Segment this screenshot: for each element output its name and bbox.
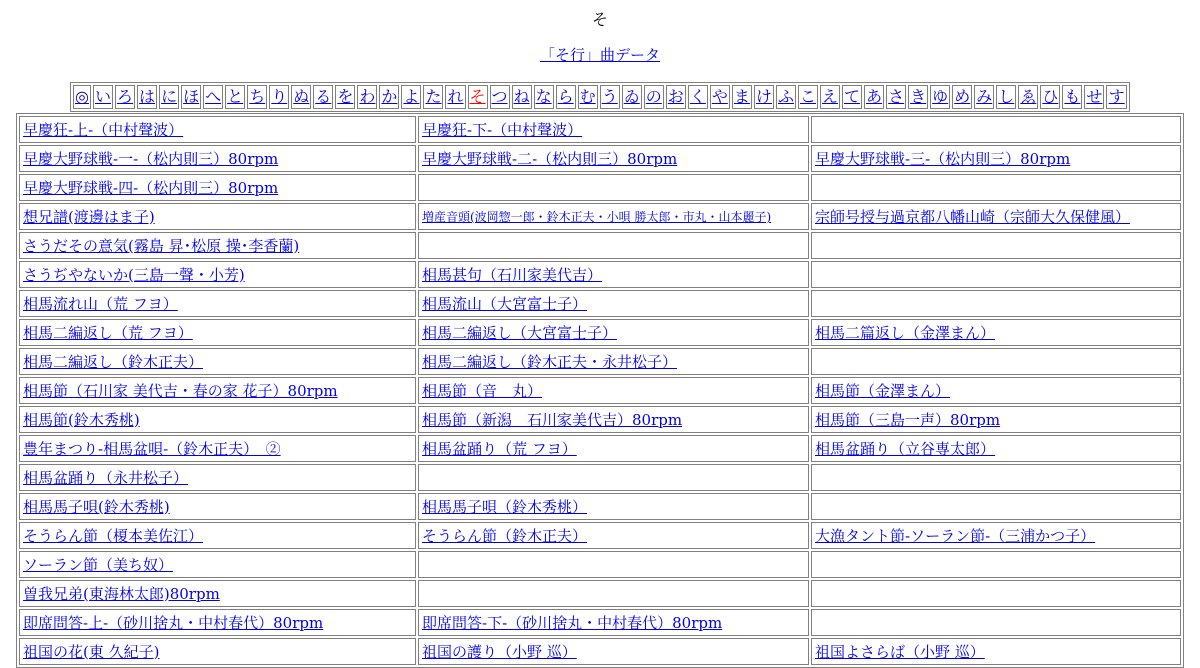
song-link[interactable]: 相馬二編返し（大宮富士子） bbox=[422, 323, 618, 342]
song-link[interactable]: さうだその意気(霧島 昇･松原 操･李香蘭) bbox=[23, 236, 300, 255]
song-link[interactable]: ソーラン節（美ち奴） bbox=[23, 555, 174, 574]
kana-nav-link[interactable]: よ bbox=[403, 87, 420, 106]
kana-nav-link[interactable]: き bbox=[910, 87, 927, 106]
kana-nav-link[interactable]: う bbox=[601, 87, 618, 106]
kana-nav-item bbox=[578, 85, 598, 109]
table-cell bbox=[19, 174, 416, 201]
kana-nav-link[interactable]: せ bbox=[1086, 87, 1103, 106]
song-link[interactable]: 即席問答-下-（砂川捨丸・中村春代）80rpm bbox=[422, 613, 723, 632]
section-heading bbox=[0, 44, 1200, 65]
table-cell bbox=[418, 551, 809, 578]
table-cell bbox=[19, 406, 416, 433]
kana-nav-link[interactable]: さ bbox=[888, 87, 905, 106]
kana-nav-item bbox=[908, 85, 928, 109]
table-cell bbox=[418, 145, 809, 172]
table-cell bbox=[418, 348, 809, 375]
song-link[interactable]: 相馬盆踊り（荒 フヨ） bbox=[422, 439, 577, 458]
song-link[interactable]: そうらん節（鈴木正夫） bbox=[422, 526, 588, 545]
section-heading-link[interactable]: 「そ行」曲データ bbox=[539, 46, 660, 64]
kana-nav-item bbox=[1040, 85, 1060, 109]
song-link[interactable]: 相馬盆踊り（立谷専太郎） bbox=[815, 439, 996, 458]
kana-nav-item bbox=[666, 85, 686, 109]
table-row bbox=[19, 464, 1181, 491]
table-cell bbox=[811, 377, 1181, 404]
song-link[interactable]: 曽我兄弟(東海林太郎)80rpm bbox=[23, 584, 220, 603]
kana-nav-link[interactable]: む bbox=[579, 87, 596, 106]
kana-nav-item bbox=[952, 85, 972, 109]
song-table bbox=[16, 113, 1184, 668]
table-cell bbox=[19, 290, 416, 317]
table-cell bbox=[811, 522, 1181, 549]
song-link[interactable]: さうぢやないか(三島一聲・小芳) bbox=[23, 265, 245, 284]
kana-nav-item bbox=[247, 85, 267, 109]
kana-nav-item bbox=[644, 85, 664, 109]
table-cell bbox=[811, 116, 1181, 143]
song-link[interactable]: 祖国の護り（小野 巡） bbox=[422, 642, 577, 661]
table-cell bbox=[19, 145, 416, 172]
song-link[interactable]: 早慶狂-下-（中村聲波） bbox=[422, 120, 583, 139]
kana-nav-item bbox=[600, 85, 620, 109]
table-cell bbox=[811, 261, 1181, 288]
song-link[interactable]: 相馬節（新潟 石川家美代吉）80rpm bbox=[422, 410, 683, 429]
kana-nav-item bbox=[930, 85, 950, 109]
table-row bbox=[19, 116, 1181, 143]
table-cell bbox=[418, 464, 809, 491]
table-cell bbox=[811, 319, 1181, 346]
table-row bbox=[19, 232, 1181, 259]
kana-nav-link[interactable]: め bbox=[954, 87, 971, 106]
table-cell bbox=[19, 638, 416, 665]
kana-nav-item bbox=[842, 85, 862, 109]
table-cell bbox=[811, 638, 1181, 665]
kana-nav-item bbox=[556, 85, 576, 109]
kana-nav-link[interactable]: な bbox=[535, 87, 552, 106]
table-row bbox=[19, 174, 1181, 201]
table-cell bbox=[811, 232, 1181, 259]
table-cell bbox=[19, 319, 416, 346]
table-row bbox=[19, 580, 1181, 607]
table-cell bbox=[19, 203, 416, 230]
table-cell bbox=[811, 435, 1181, 462]
kana-nav-link[interactable]: ゆ bbox=[932, 87, 949, 106]
kana-nav-item bbox=[159, 85, 179, 109]
kana-nav-link[interactable]: と bbox=[227, 87, 244, 106]
kana-nav-item bbox=[423, 85, 443, 109]
kana-nav-item bbox=[1106, 85, 1127, 109]
kana-nav-item bbox=[335, 85, 355, 109]
kana-nav-item bbox=[688, 85, 708, 109]
song-link[interactable]: 相馬馬子唄（鈴木秀桃） bbox=[422, 497, 588, 516]
kana-nav-item bbox=[1062, 85, 1082, 109]
song-link[interactable]: 早慶狂-上-（中村聲波） bbox=[23, 120, 184, 139]
song-link[interactable]: 相馬二篇返し（金澤まん） bbox=[815, 323, 996, 342]
kana-nav-item bbox=[820, 85, 840, 109]
song-link[interactable]: 想兄譜(渡邊はま子) bbox=[23, 207, 155, 226]
kana-nav-link[interactable]: ら bbox=[557, 87, 574, 106]
kana-nav-link[interactable]: あ bbox=[866, 87, 883, 106]
table-cell bbox=[418, 377, 809, 404]
song-table-body bbox=[19, 116, 1181, 665]
kana-nav-link[interactable]: ひ bbox=[1042, 87, 1059, 106]
kana-nav-link[interactable]: へ bbox=[205, 87, 222, 106]
table-cell bbox=[19, 261, 416, 288]
table-row bbox=[19, 435, 1181, 462]
kana-nav-item bbox=[115, 85, 135, 109]
table-cell bbox=[19, 464, 416, 491]
kana-nav-item bbox=[798, 85, 818, 109]
kana-nav-link[interactable]: す bbox=[1108, 87, 1125, 106]
table-cell bbox=[19, 377, 416, 404]
table-cell bbox=[418, 203, 809, 230]
kana-nav-link[interactable]: わ bbox=[359, 87, 376, 106]
kana-nav-link[interactable]: け bbox=[755, 87, 772, 106]
table-cell bbox=[811, 145, 1181, 172]
table-cell bbox=[418, 232, 809, 259]
table-row bbox=[19, 261, 1181, 288]
kana-nav-link[interactable]: え bbox=[822, 87, 839, 106]
kana-nav-link[interactable]: そ bbox=[469, 87, 486, 106]
kana-nav-link[interactable]: た bbox=[425, 87, 442, 106]
kana-nav-item bbox=[445, 85, 465, 109]
table-cell bbox=[418, 638, 809, 665]
kana-nav-item bbox=[534, 85, 554, 109]
song-link[interactable]: 相馬流山（大宮富士子） bbox=[422, 294, 588, 313]
table-cell bbox=[19, 580, 416, 607]
table-row bbox=[19, 638, 1181, 665]
table-cell bbox=[811, 580, 1181, 607]
table-cell bbox=[811, 551, 1181, 578]
song-link[interactable]: そうらん節（榎本美佐江） bbox=[23, 526, 204, 545]
song-link[interactable]: 早慶大野球戦-四-（松内則三）80rpm bbox=[23, 178, 279, 197]
kana-index-row bbox=[73, 85, 1127, 109]
kana-nav-link[interactable]: お bbox=[667, 87, 684, 106]
table-row bbox=[19, 406, 1181, 433]
table-cell bbox=[418, 116, 809, 143]
kana-nav-item bbox=[776, 85, 796, 109]
song-link[interactable]: 相馬二編返し（鈴木正夫） bbox=[23, 352, 204, 371]
kana-nav-item bbox=[490, 85, 510, 109]
song-link[interactable]: 早慶大野球戦-一-（松内則三）80rpm bbox=[23, 149, 279, 168]
table-cell bbox=[811, 464, 1181, 491]
song-link[interactable]: 相馬節（石川家 美代吉・春の家 花子）80rpm bbox=[23, 381, 338, 400]
table-cell bbox=[811, 406, 1181, 433]
song-link[interactable]: 豊年まつり-相馬盆唄-（鈴木正夫） ② bbox=[23, 439, 281, 458]
kana-nav-item bbox=[754, 85, 774, 109]
kana-nav-item bbox=[1018, 85, 1038, 109]
table-row bbox=[19, 319, 1181, 346]
kana-nav-link[interactable]: こ bbox=[799, 87, 816, 106]
table-cell bbox=[811, 174, 1181, 201]
kana-nav-item bbox=[996, 85, 1016, 109]
table-row bbox=[19, 290, 1181, 317]
table-row bbox=[19, 609, 1181, 636]
table-cell bbox=[19, 348, 416, 375]
kana-nav-item bbox=[203, 85, 223, 109]
kana-nav-link[interactable]: く bbox=[689, 87, 706, 106]
table-cell bbox=[19, 493, 416, 520]
table-cell bbox=[418, 290, 809, 317]
kana-nav-item bbox=[710, 85, 730, 109]
table-cell bbox=[811, 348, 1181, 375]
song-link[interactable]: 相馬節（音 丸） bbox=[422, 381, 543, 400]
kana-nav-link[interactable]: ね bbox=[513, 87, 530, 106]
kana-nav-item bbox=[137, 85, 157, 109]
song-link[interactable]: 早慶大野球戦-三-（松内則三）80rpm bbox=[815, 149, 1071, 168]
kana-nav-link[interactable]: ま bbox=[733, 87, 750, 106]
table-cell bbox=[19, 609, 416, 636]
table-cell bbox=[19, 116, 416, 143]
kana-nav-item bbox=[73, 85, 91, 109]
song-link[interactable]: 早慶大野球戦-二-（松内則三）80rpm bbox=[422, 149, 678, 168]
kana-nav-link[interactable]: つ bbox=[491, 87, 508, 106]
table-cell bbox=[418, 609, 809, 636]
song-link[interactable]: 相馬盆踊り（永井松子） bbox=[23, 468, 189, 487]
song-link[interactable]: 相馬二編返し（荒 フヨ） bbox=[23, 323, 193, 342]
song-link[interactable]: 祖国よさらば（小野 巡） bbox=[815, 642, 985, 661]
song-link[interactable]: 相馬馬子唄(鈴木秀桃) bbox=[23, 497, 170, 516]
table-cell bbox=[418, 580, 809, 607]
table-cell bbox=[418, 261, 809, 288]
kana-nav-item bbox=[1084, 85, 1104, 109]
kana-nav-link[interactable]: ゑ bbox=[1020, 87, 1037, 106]
kana-nav-link[interactable]: か bbox=[381, 87, 398, 106]
table-cell bbox=[811, 203, 1181, 230]
kana-nav-item bbox=[622, 85, 642, 109]
kana-nav-item bbox=[269, 85, 289, 109]
kana-nav-item bbox=[974, 85, 994, 109]
table-row bbox=[19, 493, 1181, 520]
kana-nav-item bbox=[512, 85, 532, 109]
table-row bbox=[19, 377, 1181, 404]
kana-nav-link[interactable]: も bbox=[1064, 87, 1081, 106]
kana-nav-link[interactable]: て bbox=[844, 87, 861, 106]
kana-nav-item bbox=[401, 85, 421, 109]
kana-nav-link[interactable]: い bbox=[94, 87, 111, 106]
song-link[interactable]: 相馬二編返し（鈴木正夫・永井松子） bbox=[422, 352, 678, 371]
table-row bbox=[19, 145, 1181, 172]
kana-nav-link[interactable]: ろ bbox=[117, 87, 134, 106]
kana-nav-link[interactable]: は bbox=[139, 87, 156, 106]
table-cell bbox=[418, 174, 809, 201]
table-row bbox=[19, 203, 1181, 230]
kana-nav-item bbox=[379, 85, 399, 109]
table-cell bbox=[418, 406, 809, 433]
table-cell bbox=[19, 232, 416, 259]
kana-nav-item bbox=[468, 85, 488, 109]
table-row bbox=[19, 348, 1181, 375]
kana-nav-link[interactable]: ふ bbox=[777, 87, 794, 106]
kana-nav-link[interactable]: る bbox=[315, 87, 332, 106]
table-cell bbox=[19, 435, 416, 462]
kana-nav-item bbox=[886, 85, 906, 109]
table-row bbox=[19, 522, 1181, 549]
kana-index-nav bbox=[70, 82, 1130, 112]
table-cell bbox=[811, 493, 1181, 520]
table-cell bbox=[418, 435, 809, 462]
kana-nav-link[interactable]: や bbox=[711, 87, 728, 106]
table-cell bbox=[418, 522, 809, 549]
kana-nav-link[interactable]: ほ bbox=[183, 87, 200, 106]
table-cell bbox=[19, 551, 416, 578]
song-link[interactable]: 相馬流れ山（荒 フヨ） bbox=[23, 294, 178, 313]
table-cell bbox=[811, 609, 1181, 636]
song-link[interactable]: 相馬節（金澤まん） bbox=[815, 381, 951, 400]
song-link[interactable]: 即席問答-上-（砂川捨丸・中村春代）80rpm bbox=[23, 613, 324, 632]
song-link[interactable]: 増産音頭(波岡惣一郎・鈴木正夫・小唄 勝太郎・市丸・山本麗子) bbox=[422, 210, 772, 224]
table-cell bbox=[19, 522, 416, 549]
table-cell bbox=[811, 290, 1181, 317]
kana-nav-item bbox=[93, 85, 113, 109]
kana-nav-item bbox=[732, 85, 752, 109]
song-link[interactable]: 相馬節（三島一声）80rpm bbox=[815, 410, 1001, 429]
kana-nav-link[interactable]: の bbox=[645, 87, 662, 106]
kana-nav-link[interactable]: を bbox=[337, 87, 354, 106]
kana-nav-item bbox=[357, 85, 377, 109]
kana-nav-link[interactable]: ゐ bbox=[623, 87, 640, 106]
kana-nav-link[interactable]: み bbox=[976, 87, 993, 106]
kana-nav-link[interactable]: ぬ bbox=[293, 87, 310, 106]
song-link[interactable]: 相馬甚句（石川家美代吉） bbox=[422, 265, 603, 284]
kana-nav-item bbox=[225, 85, 245, 109]
song-link[interactable]: 祖国の花(東 久紀子) bbox=[23, 642, 160, 661]
song-link[interactable]: 宗師号授与過京都八幡山崎（宗師大久保健風） bbox=[815, 207, 1131, 226]
kana-nav-link[interactable]: に bbox=[161, 87, 178, 106]
kana-nav-item bbox=[313, 85, 333, 109]
table-cell bbox=[418, 493, 809, 520]
kana-nav-item bbox=[864, 85, 884, 109]
kana-nav-item bbox=[181, 85, 201, 109]
kana-nav-link[interactable]: し bbox=[998, 87, 1015, 106]
page-title: そ bbox=[591, 10, 608, 29]
song-link[interactable]: 相馬節(鈴木秀桃) bbox=[23, 410, 140, 429]
kana-nav-link[interactable]: れ bbox=[447, 87, 464, 106]
kana-nav-link[interactable]: ◎ bbox=[75, 87, 89, 106]
song-link[interactable]: 大漁タント節-ソーラン節-（三浦かつ子） bbox=[815, 526, 1096, 545]
kana-nav-link[interactable]: ち bbox=[249, 87, 266, 106]
kana-nav-item bbox=[291, 85, 311, 109]
table-cell bbox=[418, 319, 809, 346]
table-row bbox=[19, 551, 1181, 578]
kana-nav-link[interactable]: り bbox=[271, 87, 288, 106]
